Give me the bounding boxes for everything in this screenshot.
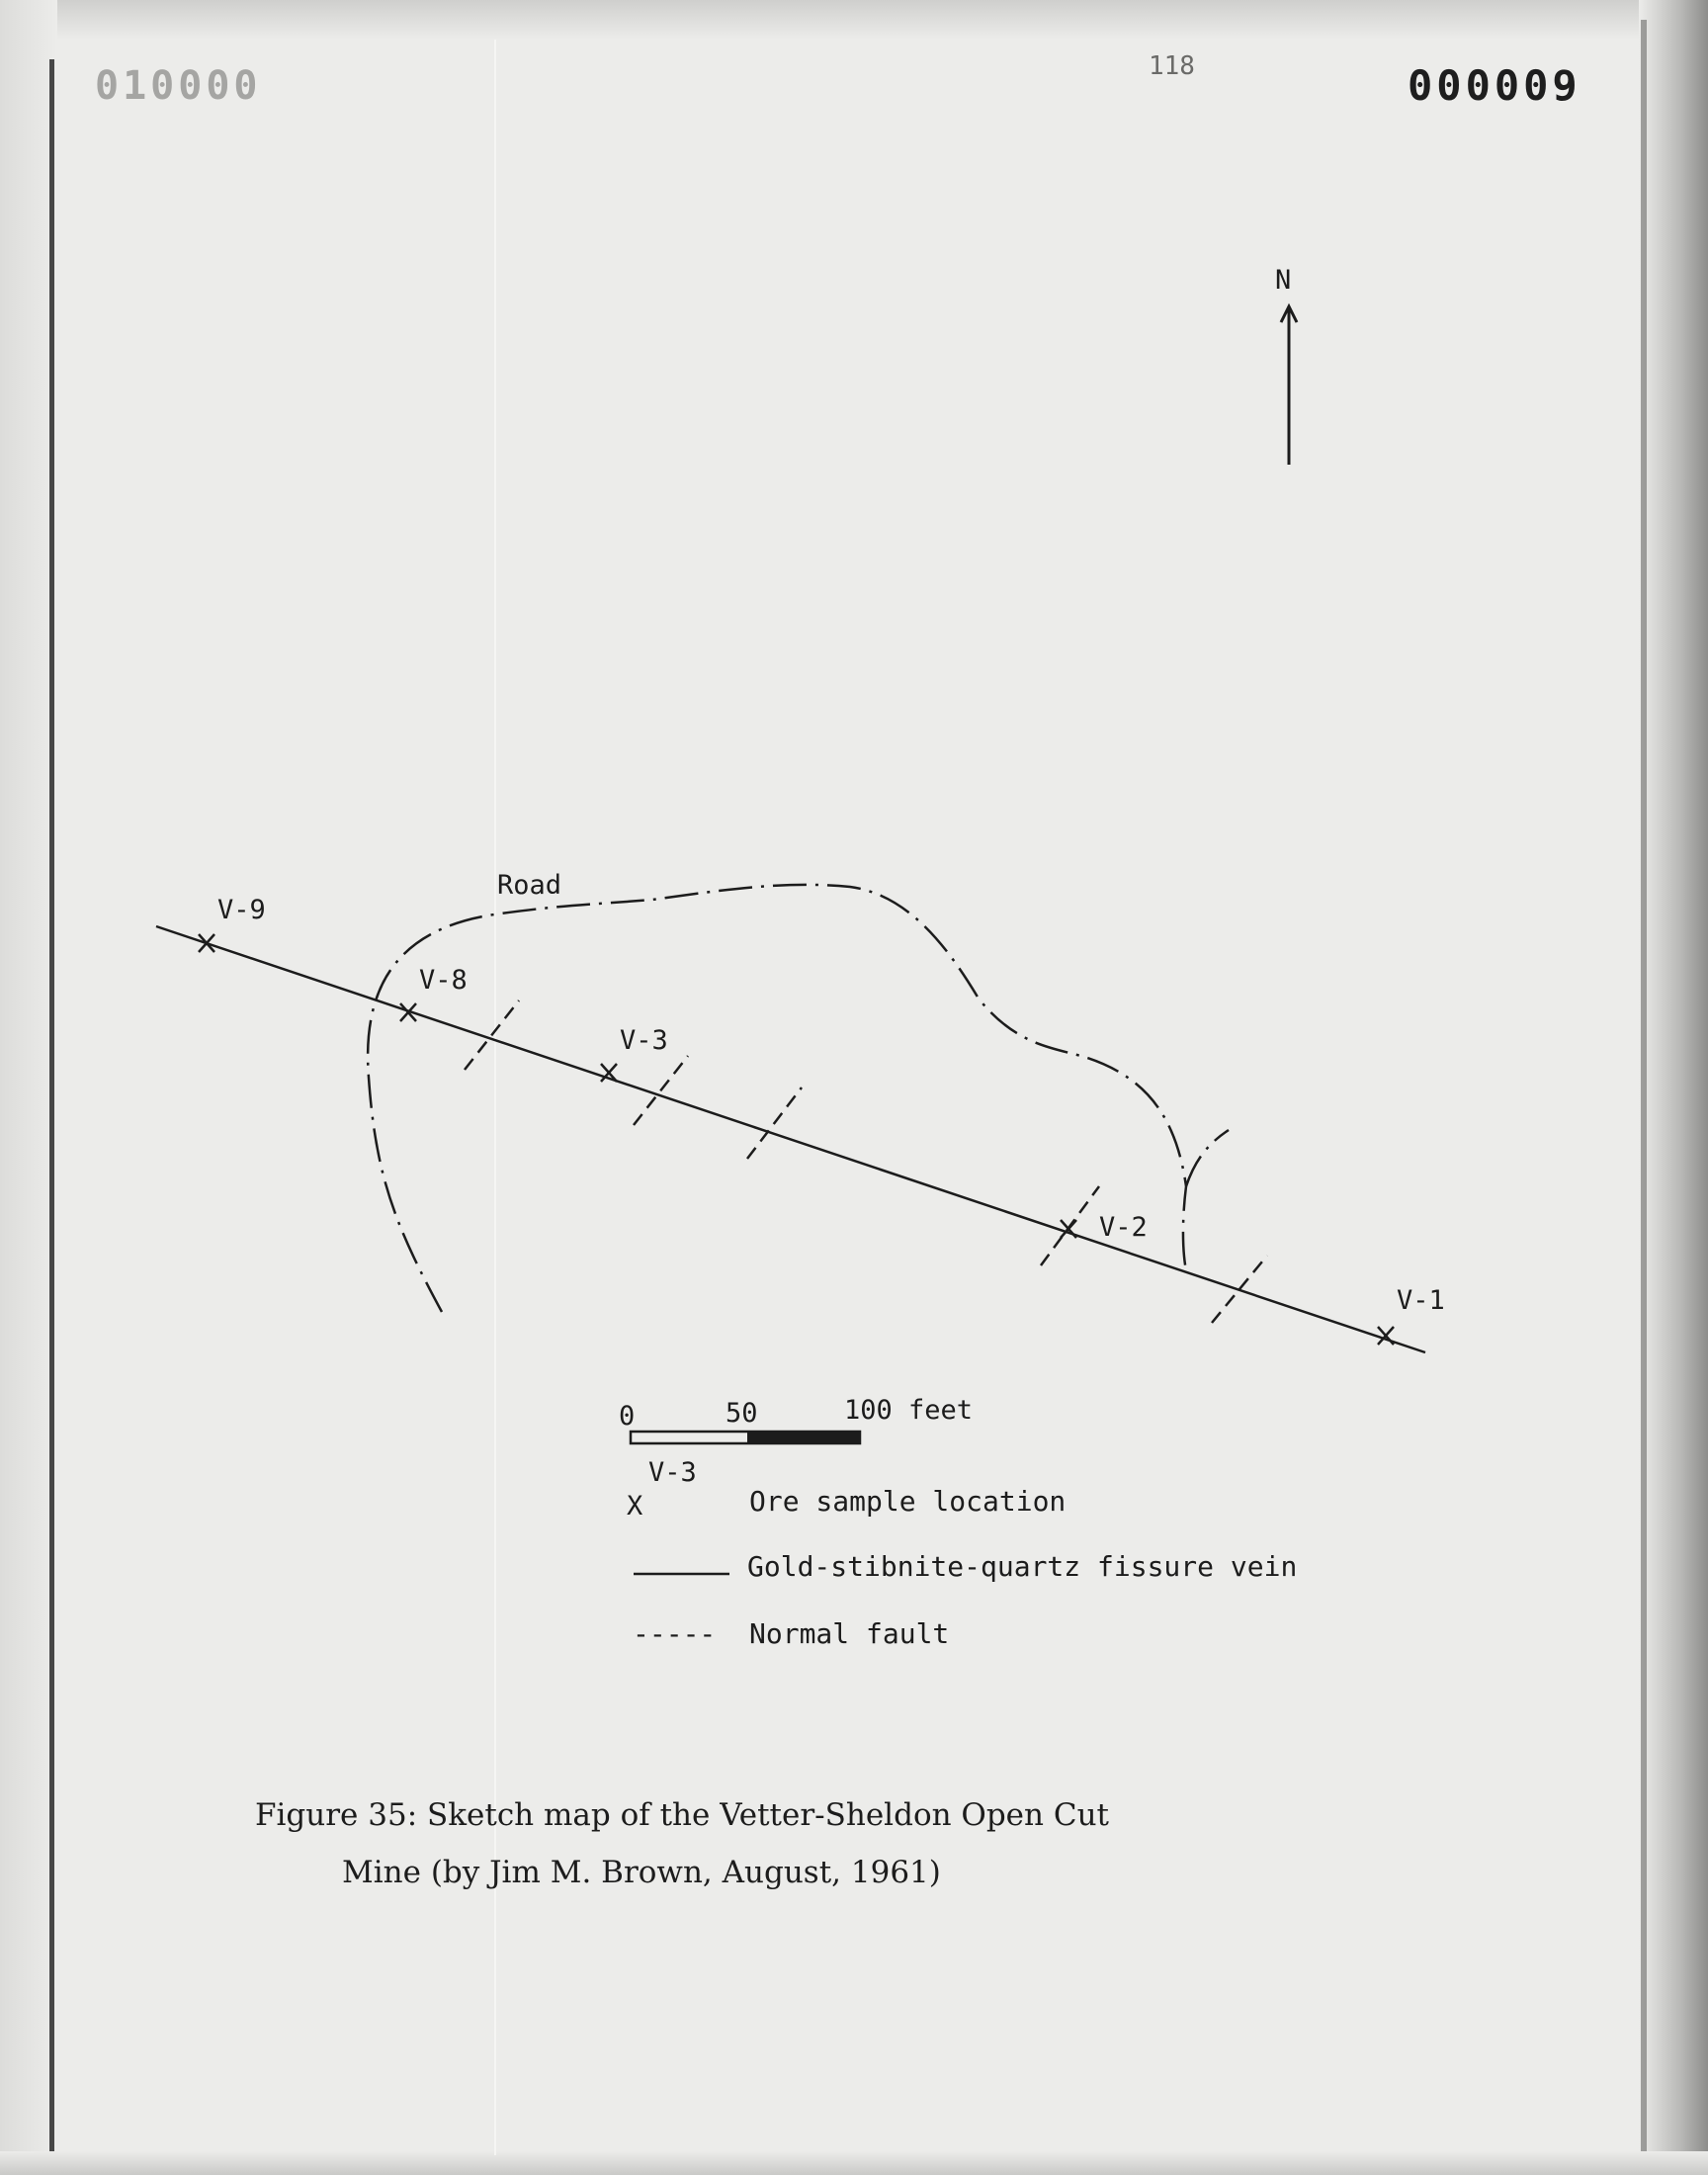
scale-tick-0: 0 [619, 1401, 636, 1432]
legend-fault-symbol: ----- [633, 1617, 717, 1650]
normal-fault-1 [465, 1000, 519, 1070]
road-label: Road [497, 870, 562, 901]
page-number: 118 [1149, 51, 1195, 81]
normal-faults [465, 1000, 1267, 1323]
scale-tick-50: 50 [726, 1398, 758, 1429]
normal-fault-3 [747, 1088, 802, 1159]
sample-marker-v1 [1378, 1327, 1394, 1345]
sample-label-v9: V-9 [217, 895, 266, 925]
scale-tick-100: 100 feet [844, 1395, 974, 1426]
sample-marker-v2 [1061, 1220, 1076, 1238]
scale-bar [631, 1432, 860, 1443]
legend-sample-symbol: X [627, 1491, 643, 1522]
legend-fault-text: Normal fault [749, 1617, 950, 1650]
sample-label-v2: V-2 [1099, 1212, 1148, 1243]
north-arrow [1281, 306, 1297, 465]
road-path [368, 885, 1229, 1312]
figure-caption-line1: Figure 35: Sketch map of the Vetter-Sheldon Open Cut [255, 1797, 1109, 1833]
north-label: N [1275, 265, 1292, 296]
document-stamp-right: 000009 [1408, 61, 1581, 110]
figure-caption-line2: Mine (by Jim M. Brown, August, 1961) [342, 1855, 941, 1890]
legend-vein-text: Gold-stibnite-quartz fissure vein [747, 1550, 1298, 1583]
sample-marker-v9 [199, 934, 214, 952]
sample-label-v3: V-3 [620, 1025, 668, 1056]
legend-sample-text: Ore sample location [749, 1485, 1067, 1518]
normal-fault-5 [1212, 1256, 1267, 1323]
fissure-vein-line [156, 926, 1425, 1352]
legend-sample-id: V-3 [648, 1457, 697, 1488]
sample-label-v8: V-8 [419, 965, 468, 996]
sample-label-v1: V-1 [1397, 1285, 1445, 1316]
document-stamp-left: 010000 [95, 63, 262, 109]
